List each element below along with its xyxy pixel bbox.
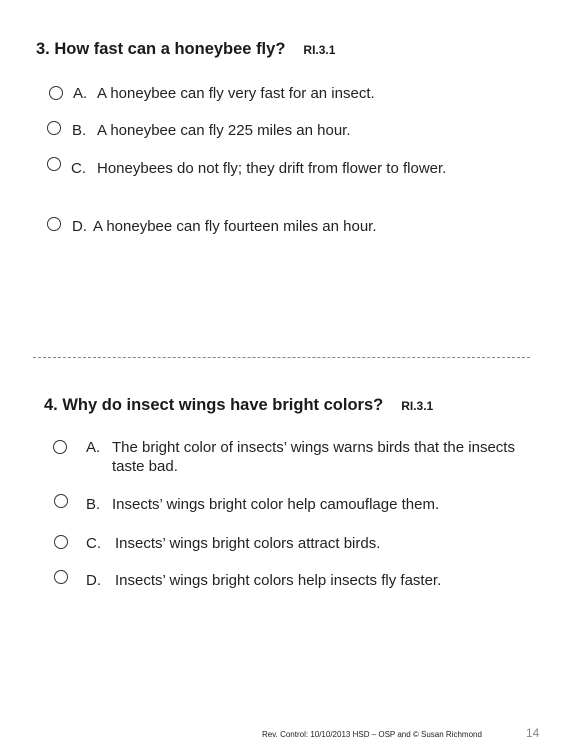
q4-option-d-radio[interactable] (54, 570, 68, 584)
q3-option-c-radio[interactable] (47, 157, 61, 171)
q3-option-c-letter: C. (71, 160, 86, 177)
footer-text: Rev. Control: 10/10/2013 HSD – OSP and © Susan Richmond (262, 730, 482, 739)
question-4-title (44, 396, 433, 415)
page-number: 14 (526, 726, 540, 740)
q4-option-b (86, 495, 526, 514)
question-4-text: 4. Why do insect wings have bright colors? (44, 396, 384, 414)
section-divider (33, 357, 530, 358)
q4-option-a (86, 438, 532, 476)
question-3-text: 3. How fast can a honeybee fly? (36, 40, 286, 58)
q4-option-b-letter: B. (86, 496, 101, 513)
q3-option-a-text: A honeybee can fly very fast for an insect. (97, 85, 375, 102)
q4-option-b-text: Insects’ wings bright color help camouflage them. (112, 496, 440, 513)
q3-option-d-letter: D. (72, 218, 87, 235)
q4-option-d-text: Insects’ wings bright colors help insects fly faster. (115, 572, 442, 589)
q4-option-c (86, 534, 526, 553)
question-3-standard: RI.3.1 (303, 43, 336, 57)
q3-option-c-text: Honeybees do not fly; they drift from flower to flower. (97, 160, 447, 177)
q3-option-d (72, 217, 512, 236)
q4-option-d (86, 571, 526, 590)
q4-option-c-text: Insects’ wings bright colors attract birds. (115, 535, 381, 552)
q4-option-d-letter: D. (86, 572, 101, 589)
q3-option-c (71, 159, 477, 178)
q4-option-b-radio[interactable] (54, 494, 68, 508)
q4-option-a-letter: A. (86, 439, 101, 456)
q3-option-b-radio[interactable] (47, 121, 61, 135)
q3-option-b-letter: B. (72, 122, 87, 139)
question-4-standard: RI.3.1 (401, 399, 434, 413)
q3-option-a-radio[interactable] (49, 86, 63, 100)
q4-option-a-radio[interactable] (53, 440, 67, 454)
q3-option-b-text: A honeybee can fly 225 miles an hour. (97, 122, 351, 139)
q4-option-a-text: The bright color of insects’ wings warns birds that the insects taste bad. (112, 439, 515, 475)
q3-option-d-radio[interactable] (47, 217, 61, 231)
q3-option-a-letter: A. (73, 85, 88, 102)
q3-option-d-text: A honeybee can fly fourteen miles an hour. (93, 218, 377, 235)
question-3-title (36, 40, 335, 59)
q3-option-b (72, 121, 512, 140)
q4-option-c-radio[interactable] (54, 535, 68, 549)
q4-option-c-letter: C. (86, 535, 101, 552)
q3-option-a (73, 84, 513, 103)
